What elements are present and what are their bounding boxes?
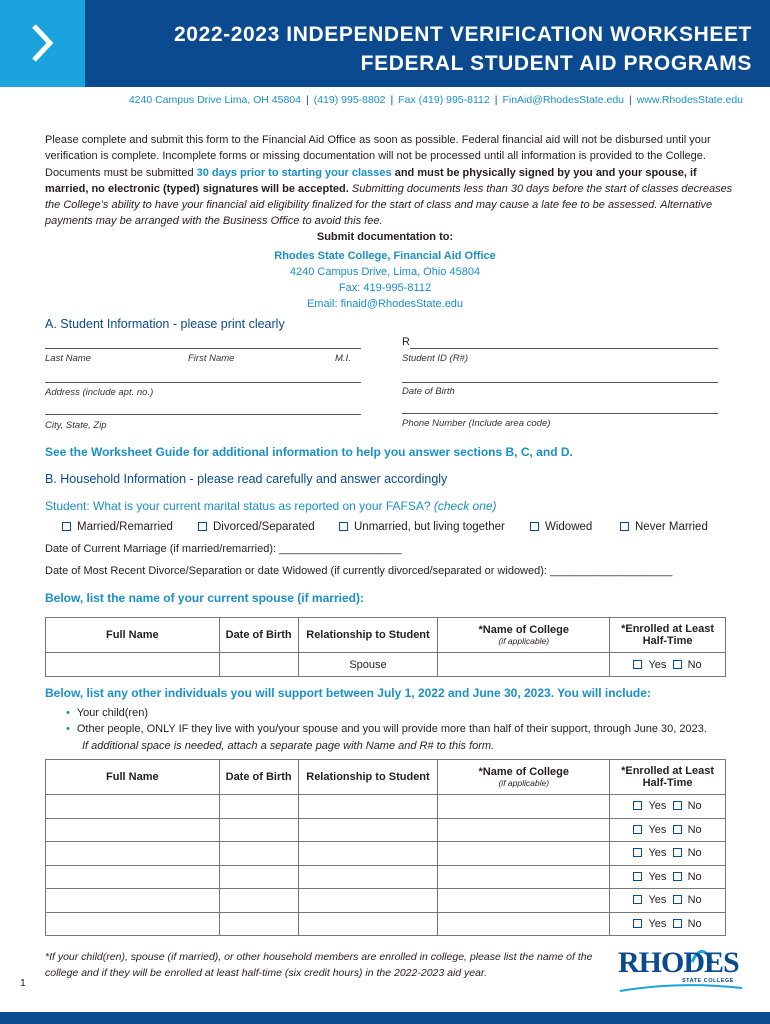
option-label: Widowed [545,521,593,533]
bullet-note: If additional space is needed, attach a separate page with Name and R# to this form. [82,739,495,752]
col-relationship: Relationship to Student [298,618,438,653]
no-label: No [687,823,702,836]
col-college [438,760,610,795]
logo-subtitle: STATE COLLEGE [682,978,734,984]
table-row [46,818,726,842]
col-enrolled [610,760,726,795]
name-field[interactable] [45,348,361,349]
submit-email[interactable]: Email: finaid@RhodesState.edu [306,298,464,310]
phone-field[interactable] [402,413,718,414]
checkbox-icon[interactable] [633,872,642,881]
name-cell[interactable] [46,842,220,866]
enrolled-cell [610,818,726,842]
contact-website[interactable]: www.RhodesState.edu [636,94,743,106]
college-label: *Name of College [478,624,569,636]
table-row [46,912,726,936]
city-field[interactable] [45,414,361,415]
contact-email[interactable]: FinAid@RhodesState.edu [502,94,625,106]
option-label: Divorced/Separated [213,521,315,533]
name-cell[interactable] [46,889,220,913]
table-row [46,842,726,866]
checkbox-icon[interactable] [673,801,682,810]
enrolled-cell [610,865,726,889]
col-dob: Date of Birth [219,760,298,795]
no-label: No [687,800,702,813]
dob-field[interactable] [402,382,718,383]
bullet-text: Your child(ren) [76,707,148,719]
student-id-label: Student ID (R#) [402,353,468,364]
enrolled-label-1: *Enrolled at Least [621,765,715,777]
option-label: Unmarried, but living together [354,521,505,533]
relationship-cell[interactable] [298,865,438,889]
checkbox-icon[interactable] [62,522,71,531]
footnote: *If your child(ren), spouse (if married), or other household members are enrolled in college, please list the name of the college and if they will be enrolled at least half-time (six credit hours) in the 2022-2023 aid year. [45,951,593,980]
option-label: Married/Remarried [77,521,173,533]
spouse-table [45,617,726,677]
check-one: (check one) [433,499,497,513]
mi-label: M.I. [335,353,351,364]
marital-question-text: Student: What is your current marital status as reported on your FAFSA? [45,499,431,513]
relationship-cell[interactable] [298,842,438,866]
name-cell[interactable] [46,818,220,842]
divorce-date-field[interactable]: Date of Most Recent Divorce/Separation or date Widowed (if currently divorced/separated or widowed): ____________________ [45,565,673,577]
separator: | [305,94,309,106]
submit-office: Rhodes State College, Financial Aid Office [274,250,496,262]
list-item [66,705,707,721]
relationship-cell[interactable] [298,818,438,842]
table-row [46,653,726,677]
yes-label: Yes [648,917,667,930]
table-header-row [46,760,726,795]
checkbox-icon[interactable] [633,660,642,669]
student-id-field[interactable] [410,348,718,349]
chevron-right-icon [28,22,56,64]
section-b-title: B. Household Information - please read carefully and answer accordingly [45,472,448,486]
dob-cell[interactable] [219,795,298,819]
col-full-name: Full Name [46,618,220,653]
page-number: 1 [20,977,26,989]
marital-question [45,499,497,513]
option-married[interactable] [62,521,173,533]
college-cell[interactable] [438,842,610,866]
enrolled-cell [610,912,726,936]
dob-cell[interactable] [219,865,298,889]
logo-swoosh-icon [618,982,744,994]
logo: RHODES [618,946,739,979]
col-full-name: Full Name [46,760,220,795]
submit-fax: Fax: 419-995-8112 [338,282,432,294]
table-header-row [46,618,726,653]
table-row [46,865,726,889]
enrolled-label-2: Half-Time [642,777,693,789]
bullet-icon: • [66,707,70,719]
yes-label: Yes [648,658,667,671]
contact-fax: Fax (419) 995-8112 [398,94,490,106]
page-title [112,20,752,78]
submit-heading: Submit documentation to: [316,231,454,243]
checkbox-icon[interactable] [673,919,682,928]
col-enrolled [610,618,726,653]
yes-label: Yes [648,847,667,860]
contact-address: 4240 Campus Drive Lima, OH 45804 [128,94,301,106]
checkbox-icon[interactable] [673,660,682,669]
title-line2: FEDERAL STUDENT AID PROGRAMS [360,52,752,75]
no-label: No [687,917,702,930]
relationship-cell[interactable] [298,889,438,913]
if-applicable-label: (if applicable) [498,636,550,646]
contact-phone: (419) 995-8802 [313,94,386,106]
address-label: Address (include apt. no.) [45,387,154,398]
name-cell[interactable] [46,795,220,819]
college-cell[interactable] [438,865,610,889]
col-college [438,618,610,653]
section-a-title: A. Student Information - please print clearly [45,317,285,331]
contact-line [0,94,770,106]
if-applicable-label: (if applicable) [498,778,550,788]
checkbox-icon[interactable] [530,522,539,531]
checkbox-icon[interactable] [673,848,682,857]
separator: | [494,94,498,106]
dob-cell[interactable] [219,842,298,866]
address-field[interactable] [45,382,361,383]
footer-bar [0,1012,770,1024]
name-cell[interactable] [46,865,220,889]
dob-cell[interactable] [219,818,298,842]
guide-note: See the Worksheet Guide for additional information to help you answer sections B, C, and D. [45,445,573,459]
name-cell[interactable] [46,912,220,936]
college-cell[interactable] [438,653,610,677]
relationship-cell: Spouse [298,653,438,677]
title-line1: 2022-2023 INDEPENDENT VERIFICATION WORKSHEET [174,23,752,46]
college-cell[interactable] [438,818,610,842]
city-label: City, State, Zip [45,420,107,431]
col-dob: Date of Birth [219,618,298,653]
dob-cell[interactable] [219,889,298,913]
spouse-heading: Below, list the name of your current spouse (if married): [45,591,364,605]
college-cell[interactable] [438,912,610,936]
checkbox-icon[interactable] [633,895,642,904]
name-cell[interactable] [46,653,220,677]
dob-cell[interactable] [219,912,298,936]
checkbox-icon[interactable] [633,801,642,810]
enrolled-cell [610,889,726,913]
enrolled-cell [610,653,726,677]
phone-label: Phone Number (Include area code) [402,418,551,429]
separator: | [629,94,632,106]
submit-address: 4240 Campus Drive, Lima, Ohio 45804 [289,266,481,278]
checkbox-icon[interactable] [633,848,642,857]
option-label: Never Married [635,521,708,533]
no-label: No [687,658,702,671]
bullet-text: Other people, ONLY IF they live with you/your spouse and you will provide more than half of their support, through June 30, 2023. [76,723,707,736]
checkbox-icon[interactable] [673,895,682,904]
no-label: No [687,894,702,907]
checkbox-icon[interactable] [633,919,642,928]
dob-cell[interactable] [219,653,298,677]
college-cell[interactable] [438,889,610,913]
intro-paragraph [45,132,735,230]
enrolled-cell [610,795,726,819]
college-cell[interactable] [438,795,610,819]
checkbox-icon[interactable] [673,825,682,834]
table-row [46,795,726,819]
table-row [46,889,726,913]
checkbox-icon[interactable] [339,522,348,531]
intro-italic: Submitting documents less than 30 days before the start of classes decreases the College’s ability to have your financial aid eligibility finalized for the start of class and may cause a late fee to be assessed. Alternative payments may be arranged with the Business Office to avoid this fee. [45,182,733,228]
option-divorced[interactable] [198,521,315,533]
intro-part1: Please complete and submit this form to the Financial Aid Office as soon as possible. Federal financial aid will not be disbursed until your verification is complete. Incomplete forms or missing documentation will not be processed until all information is provided to the College. Documents must be submitted [45,134,711,179]
col-relationship: Relationship to Student [298,760,438,795]
yes-label: Yes [648,870,667,883]
list-item [66,721,707,737]
yes-label: Yes [648,894,667,907]
checkbox-icon[interactable] [633,825,642,834]
separator: | [390,94,394,106]
dob-label: Date of Birth [402,386,455,397]
enrolled-label-2: Half-Time [642,635,693,647]
r-prefix: R [402,336,410,348]
checkbox-icon[interactable] [198,522,207,531]
enrolled-cell [610,842,726,866]
intro-highlight: 30 days prior to starting your classes [196,166,392,179]
marriage-date-field[interactable]: Date of Current Marriage (if married/remarried): ____________________ [45,543,402,555]
option-never-married[interactable] [620,521,708,533]
option-unmarried[interactable] [339,521,505,533]
bullet-icon: • [66,723,70,736]
relationship-cell[interactable] [298,795,438,819]
yes-label: Yes [648,800,667,813]
others-table [45,759,726,936]
no-label: No [687,847,702,860]
college-label: *Name of College [478,766,569,778]
arrow-box [0,0,85,87]
yes-label: Yes [648,823,667,836]
enrolled-label-1: *Enrolled at Least [621,623,715,635]
checkbox-icon[interactable] [620,522,629,531]
first-name-label: First Name [188,353,235,364]
relationship-cell[interactable] [298,912,438,936]
others-heading: Below, list any other individuals you will support between July 1, 2022 and June 30, 2023. You will include: [45,686,651,700]
bullet-list [66,705,707,754]
intro-bold: and must be physically signed by you and your spouse, if married, no electronic (typed) signatures will be accepted. [45,166,697,195]
last-name-label: Last Name [45,353,91,364]
option-widowed[interactable] [530,521,592,533]
checkbox-icon[interactable] [673,872,682,881]
no-label: No [687,870,702,883]
